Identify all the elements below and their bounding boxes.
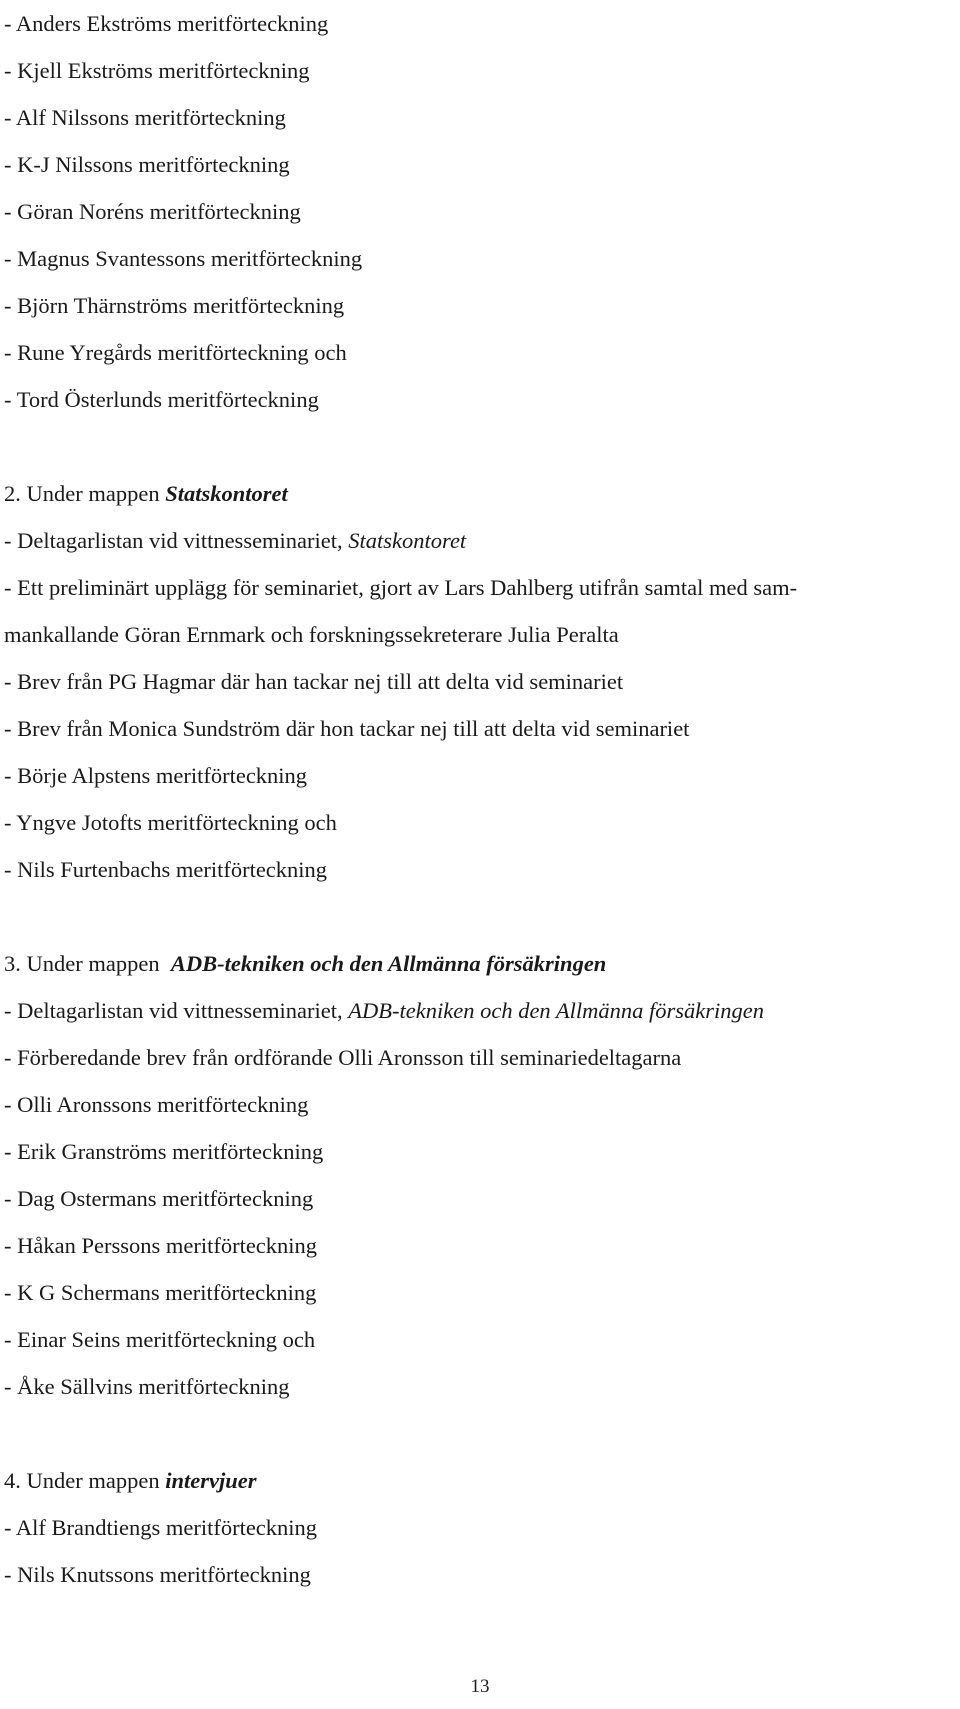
heading-prefix: 3. Under mappen <box>4 951 171 976</box>
list-item: - K-J Nilssons meritförteckning <box>4 152 290 177</box>
section-heading <box>4 470 956 517</box>
item-text: - Deltagarlistan vid vittnesseminariet, <box>4 528 349 553</box>
section4 <box>4 1457 956 1598</box>
list-item: - Börje Alpstens meritförteckning <box>4 763 308 788</box>
list-item: - Magnus Svantessons meritförteckning <box>4 246 363 271</box>
list-item: - Kjell Ekströms meritförteckning <box>4 58 310 83</box>
list-item: - Tord Österlunds meritförteckning <box>4 387 319 412</box>
list-item: - K G Schermans meritförteckning <box>4 1280 317 1305</box>
list-item: - Björn Thärnströms meritförteckning <box>4 293 345 318</box>
folder-name: Statskontoret <box>165 481 288 506</box>
item-italic-text: Statskontoret <box>348 528 467 553</box>
list-item: - Brev från Monica Sundström där hon tackar nej till att delta vid seminariet <box>4 716 690 741</box>
list-item: - Dag Ostermans meritförteckning <box>4 1186 314 1211</box>
list-item: - Alf Brandtiengs meritförteckning <box>4 1515 318 1540</box>
list-item: - Anders Ekströms meritförteckning <box>4 11 329 36</box>
item-text: - Deltagarlistan vid vittnesseminariet, <box>4 998 349 1023</box>
list-item: - Erik Granströms meritförteckning <box>4 1139 324 1164</box>
list-item: - Nils Furtenbachs meritförteckning <box>4 857 328 882</box>
list-item: - Håkan Perssons meritförteckning <box>4 1233 318 1258</box>
list-item: - Yngve Jotofts meritförteckning och <box>4 810 337 835</box>
list-item: - Åke Sällvins meritförteckning <box>4 1374 290 1399</box>
list-item: - Brev från PG Hagmar där han tackar nej till att delta vid seminariet <box>4 669 624 694</box>
list-item: - Göran Noréns meritförteckning <box>4 199 301 224</box>
heading-prefix: 2. Under mappen <box>4 481 166 506</box>
list-item: - Rune Yregårds meritförteckning och <box>4 340 347 365</box>
section-heading <box>4 1457 956 1504</box>
list-item: - Ett preliminärt upplägg för seminariet, gjort av Lars Dahlberg utifrån samtal med sam- <box>4 575 798 600</box>
list-item: - Einar Seins meritförteckning och <box>4 1327 316 1352</box>
document-page <box>4 0 956 1598</box>
list-item <box>4 517 956 564</box>
folder-name: ADB-tekniken och den Allmänna försäkringen <box>170 951 607 976</box>
list-item: - Nils Knutssons meritförteckning <box>4 1562 311 1587</box>
list-item <box>4 987 956 1034</box>
section-heading <box>4 940 956 987</box>
list-item: - Olli Aronssons meritförteckning <box>4 1092 309 1117</box>
folder-name: intervjuer <box>165 1468 257 1493</box>
section2 <box>4 470 956 893</box>
page-number: 13 <box>470 1676 490 1697</box>
heading-prefix: 4. Under mappen <box>4 1468 166 1493</box>
section3 <box>4 940 956 1410</box>
list-item: - Förberedande brev från ordförande Olli Aronsson till seminariedeltagarna <box>4 1045 682 1070</box>
list-item-continuation: mankallande Göran Ernmark och forskningssekreterare Julia Peralta <box>4 622 619 647</box>
item-italic-text: ADB-tekniken och den Allmänna försäkringen <box>348 998 765 1023</box>
list-item: - Alf Nilssons meritförteckning <box>4 105 286 130</box>
section1-list <box>4 0 956 423</box>
